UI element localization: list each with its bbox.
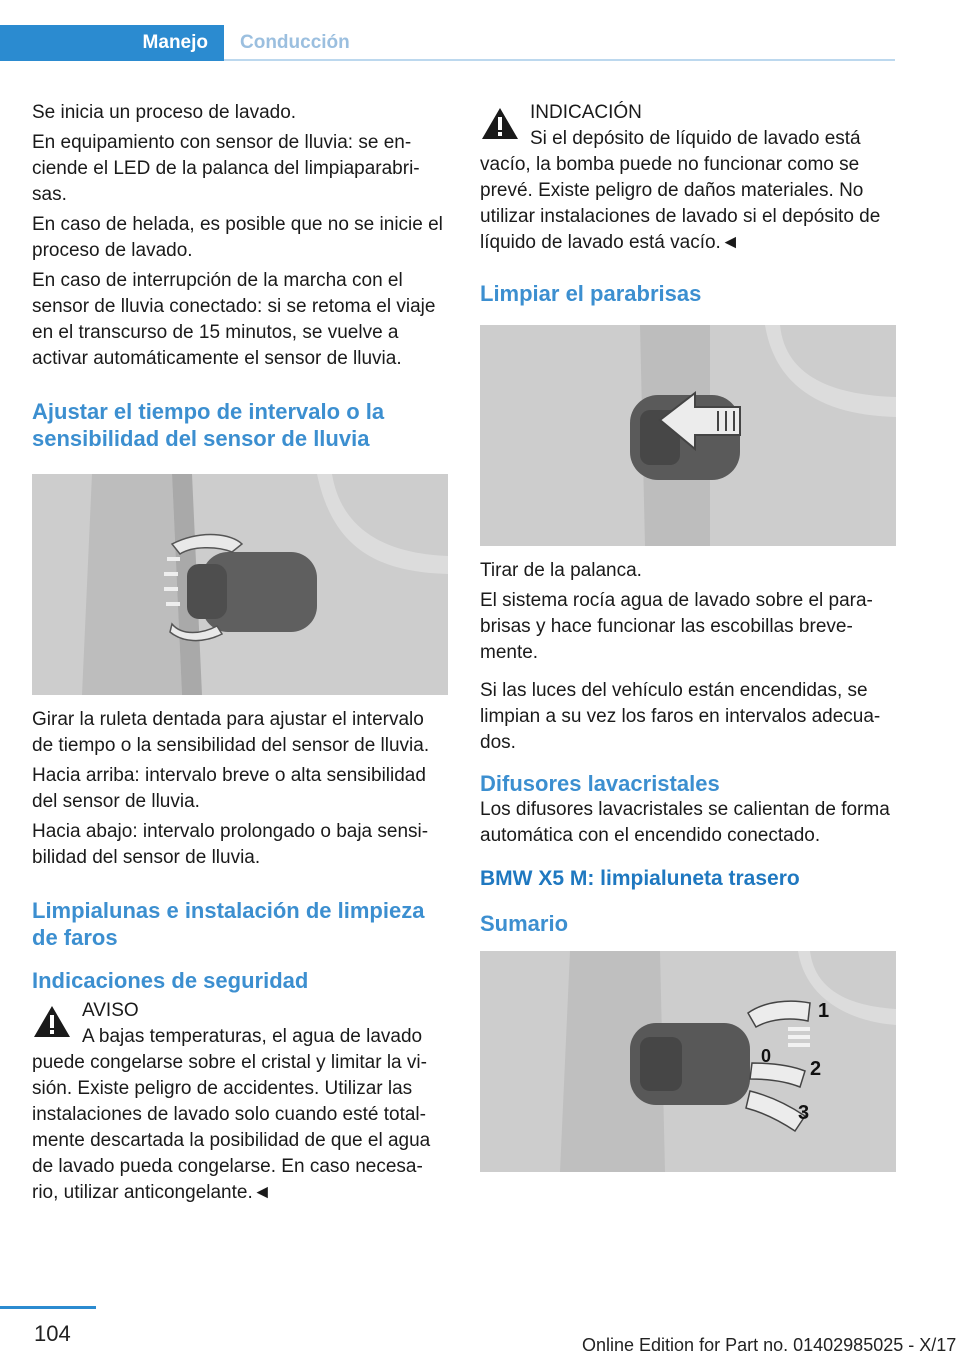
warning-triangle-icon	[480, 106, 520, 141]
page-number: 104	[34, 1321, 71, 1346]
paragraph: Los difusores lavacristales se calientan de forma automática con el encendido conectado.	[480, 799, 890, 846]
paragraph: Hacia abajo: intervalo prolongado o baja sensi-bilidad del sensor de lluvia.	[32, 821, 429, 868]
left-column	[32, 100, 448, 1206]
note-text: vacío, la bomba puede no funcionar como se prevé. Existe peligro de daños materiales. No utilizar instalaciones de lavado si el depósito de líquido de lavado está vacío.◄	[480, 154, 881, 253]
heading-bmw-x5m: BMW X5 M: limpialuneta trasero	[480, 867, 800, 890]
heading-parabrisas: Limpiar el parabrisas	[480, 281, 702, 306]
paragraph: Tirar de la palanca.	[480, 560, 642, 581]
header-tabs	[0, 25, 895, 63]
right-column	[480, 100, 896, 1172]
position-label-1: 1	[818, 1000, 830, 1022]
paragraph: El sistema rocía agua de lavado sobre el para-brisas y hace funcionar las escobillas breve-mente.	[480, 590, 873, 663]
tab-conduccion[interactable]: Conducción	[240, 32, 350, 53]
warning-text: puede congelarse sobre el cristal y limitar la vi-sión. Existe peligro de accidentes. Utilizar las instalaciones de lavado solo cuando esté total-mente descartada la posibilidad de que el agua de lavado pueda congelarse. En caso necesa-rio, utilizar anticongelante.◄	[32, 1052, 431, 1203]
note-indicacion	[480, 100, 896, 256]
paragraph: Hacia arriba: intervalo breve o alta sensibilidad del sensor de lluvia.	[32, 765, 426, 812]
warning-triangle-icon	[32, 1004, 72, 1039]
warning-title: AVISO	[82, 1000, 139, 1021]
footer-edition: Online Edition for Part no. 01402985025 - X/17	[582, 1335, 957, 1355]
header-divider	[224, 59, 895, 61]
figure-rain-sensor-wheel	[32, 474, 448, 695]
note-title: INDICACIÓN	[530, 102, 642, 123]
paragraph: En caso de interrupción de la marcha con el sensor de lluvia conectado: si se retoma el viaje en el transcurso de 15 minutos, se vuelve a activar automáticamente el sensor de lluvia.	[32, 270, 436, 369]
position-label-0: 0	[761, 1046, 772, 1066]
tab-manejo[interactable]: Manejo	[0, 25, 224, 61]
heading-difusores: Difusores lavacristales	[480, 771, 720, 796]
paragraph: En equipamiento con sensor de lluvia: se en-ciende el LED de la palanca del limpiaparabri-sas.	[32, 132, 420, 205]
paragraph: Si las luces del vehículo están encendidas, se limpian a su vez los faros en intervalos adecua-dos.	[480, 680, 881, 753]
figure-windshield-lever	[480, 325, 896, 546]
position-label-3: 3	[798, 1102, 810, 1124]
footer-accent-line	[0, 1306, 96, 1309]
heading-sumario: Sumario	[480, 911, 569, 936]
paragraph: En caso de helada, es posible que no se inicie el proceso de lavado.	[32, 214, 443, 261]
heading-limpialunas: Limpialunas e instalación de limpieza de faros	[32, 898, 425, 950]
position-label-2: 2	[810, 1058, 822, 1080]
paragraph: Se inicia un proceso de lavado.	[32, 102, 297, 123]
heading-seguridad: Indicaciones de seguridad	[32, 968, 309, 993]
warning-aviso	[32, 998, 448, 1206]
warning-first-line: A bajas temperaturas, el agua de lavado	[82, 1026, 423, 1047]
paragraph: Girar la ruleta dentada para ajustar el intervalo de tiempo o la sensibilidad del sensor de lluvia.	[32, 709, 430, 756]
figure-rear-wiper-positions	[480, 951, 896, 1172]
heading-interval: Ajustar el tiempo de intervalo o la sensibilidad del sensor de lluvia	[32, 399, 385, 451]
note-first-line: Si el depósito de líquido de lavado está	[530, 128, 861, 149]
